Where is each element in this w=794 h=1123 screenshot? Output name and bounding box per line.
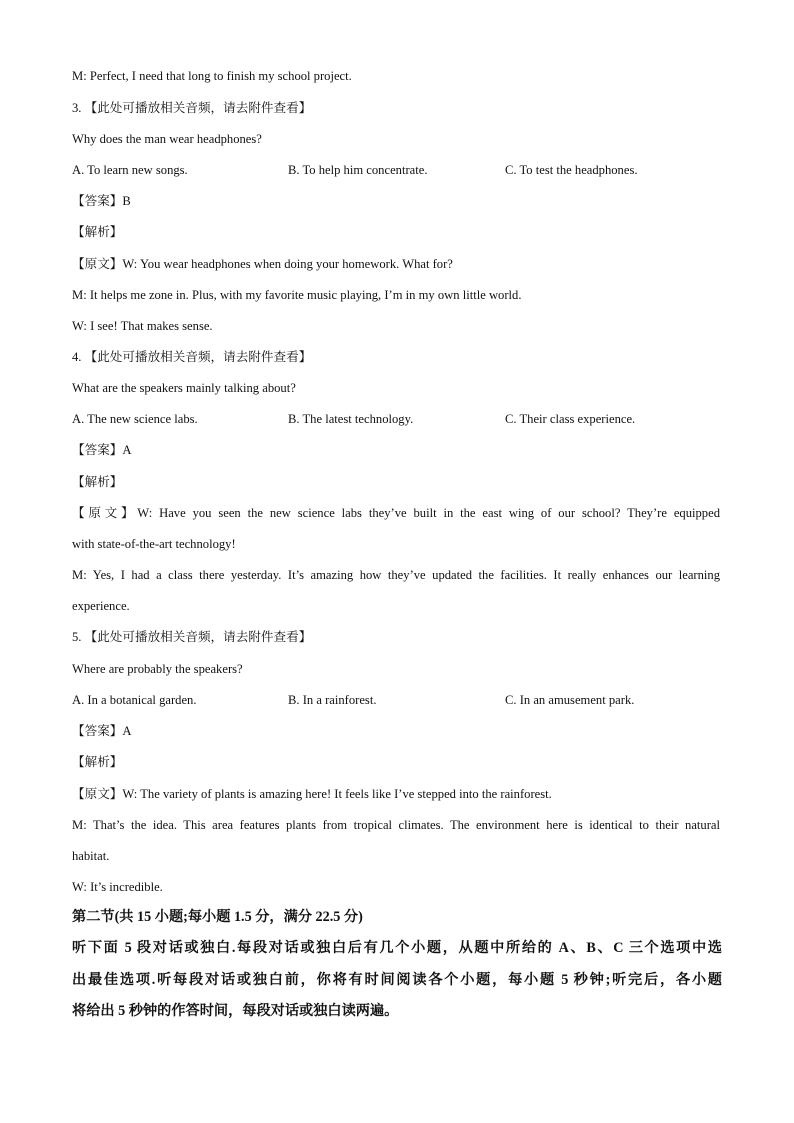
transcript-line: M: That’s the idea. This area features plants from tropical climates. The environment here is identical to their natural (72, 818, 720, 832)
transcript-line: W: It’s incredible. (72, 880, 163, 894)
transcript-line: M: Yes, I had a class there yesterday. It’s amazing how they’ve updated the facilities. It really enhances our learning (72, 568, 720, 582)
analysis-label: 【解析】 (72, 475, 123, 489)
option-a: A. The new science labs. (72, 412, 198, 426)
transcript-line: W: I see! That makes sense. (72, 319, 213, 333)
question-4-header: 4. 【此处可播放相关音频，请去附件查看】 (72, 350, 312, 364)
question-5-header: 5. 【此处可播放相关音频，请去附件查看】 (72, 630, 312, 644)
section-instructions: 出最佳选项.听每段对话或独白前，你将有时间阅读各个小题，每小题 5 秒钟;听完后，各小题 (72, 972, 722, 988)
option-b: B. In a rainforest. (288, 693, 377, 707)
answer-label: 【答案】A (72, 724, 132, 738)
transcript-line: experience. (72, 599, 130, 613)
transcript-line: 【原文】W: The variety of plants is amazing here! It feels like I’ve stepped into the rainforest. (72, 787, 552, 801)
question-3-text: Why does the man wear headphones? (72, 132, 262, 146)
transcript-line: 【原文】W: Have you seen the new science labs they’ve built in the east wing of our school? They’re equipped (72, 506, 720, 520)
analysis-label: 【解析】 (72, 755, 123, 769)
section-title: 第二节(共 15 小题;每小题 1.5 分，满分 22.5 分) (72, 909, 363, 925)
analysis-label: 【解析】 (72, 225, 123, 239)
option-c: C. In an amusement park. (505, 693, 635, 707)
dialogue-line: M: Perfect, I need that long to finish my school project. (72, 69, 352, 83)
option-b: B. To help him concentrate. (288, 163, 428, 177)
question-4-text: What are the speakers mainly talking about? (72, 381, 296, 395)
option-c: C. Their class experience. (505, 412, 636, 426)
transcript-line: 【原文】W: You wear headphones when doing your homework. What for? (72, 257, 453, 271)
answer-label: 【答案】A (72, 443, 132, 457)
transcript-line: habitat. (72, 849, 110, 863)
transcript-line: with state-of-the-art technology! (72, 537, 236, 551)
question-3-header: 3. 【此处可播放相关音频，请去附件查看】 (72, 101, 312, 115)
option-b: B. The latest technology. (288, 412, 414, 426)
question-3-options (72, 162, 638, 178)
section-instructions: 听下面 5 段对话或独白.每段对话或独白后有几个小题，从题中所给的 A、B、C 三个选项中选 (72, 940, 722, 956)
answer-label: 【答案】B (72, 194, 131, 208)
option-a: A. To learn new songs. (72, 163, 188, 177)
question-5-text: Where are probably the speakers? (72, 662, 243, 676)
transcript-line: M: It helps me zone in. Plus, with my favorite music playing, I’m in my own little world. (72, 288, 522, 302)
option-a: A. In a botanical garden. (72, 693, 197, 707)
section-instructions: 将给出 5 秒钟的作答时间，每段对话或独白读两遍。 (72, 1003, 399, 1019)
question-4-options (72, 411, 636, 427)
question-5-options (72, 692, 635, 708)
option-c: C. To test the headphones. (505, 163, 638, 177)
